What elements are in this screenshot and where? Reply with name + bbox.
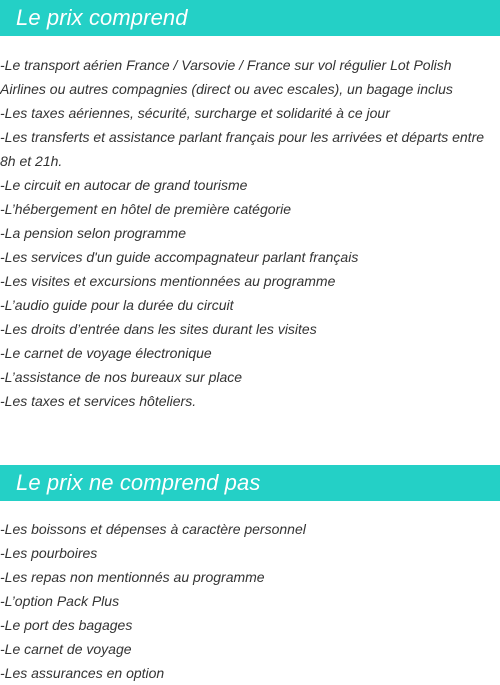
- list-item: -Les assurances en option: [0, 665, 165, 681]
- list-item: -Les transferts et assistance parlant français pour les arrivées et départs entre 8h et 21h.: [0, 129, 485, 169]
- excluded-section: [0, 465, 500, 685]
- included-list: [0, 53, 500, 413]
- list-item: -Le carnet de voyage: [0, 641, 132, 657]
- list-item: -Les pourboires: [0, 545, 98, 561]
- list-item: -Le port des bagages: [0, 617, 133, 633]
- excluded-header: [0, 465, 500, 501]
- list-item: -Les droits d’entrée dans les sites durant les visites: [0, 321, 317, 337]
- list-item: -Le circuit en autocar de grand tourisme: [0, 177, 248, 193]
- list-item: -Le carnet de voyage électronique: [0, 345, 212, 361]
- list-item: -L’option Pack Plus: [0, 593, 120, 609]
- excluded-list: [0, 517, 500, 685]
- excluded-title: Le prix ne comprend pas: [16, 470, 261, 495]
- list-item: -L’hébergement en hôtel de première catégorie: [0, 201, 292, 217]
- list-item: -Les taxes et services hôteliers.: [0, 393, 197, 409]
- list-item: -Les repas non mentionnés au programme: [0, 569, 265, 585]
- list-item: -Le transport aérien France / Varsovie / France sur vol régulier Lot Polish Airlines ou autres compagnies (direct ou avec escales), un bagage inclus: [0, 57, 453, 97]
- list-item: -L’assistance de nos bureaux sur place: [0, 369, 243, 385]
- list-item: -Les taxes aériennes, sécurité, surcharge et solidarité à ce jour: [0, 105, 390, 121]
- list-item: -Les services d'un guide accompagnateur parlant français: [0, 249, 359, 265]
- list-item: -Les boissons et dépenses à caractère personnel: [0, 521, 306, 537]
- list-item: -L’audio guide pour la durée du circuit: [0, 297, 234, 313]
- included-header: [0, 0, 500, 36]
- included-title: Le prix comprend: [16, 5, 188, 30]
- list-item: -La pension selon programme: [0, 225, 186, 241]
- list-item: -Les visites et excursions mentionnées au programme: [0, 273, 336, 289]
